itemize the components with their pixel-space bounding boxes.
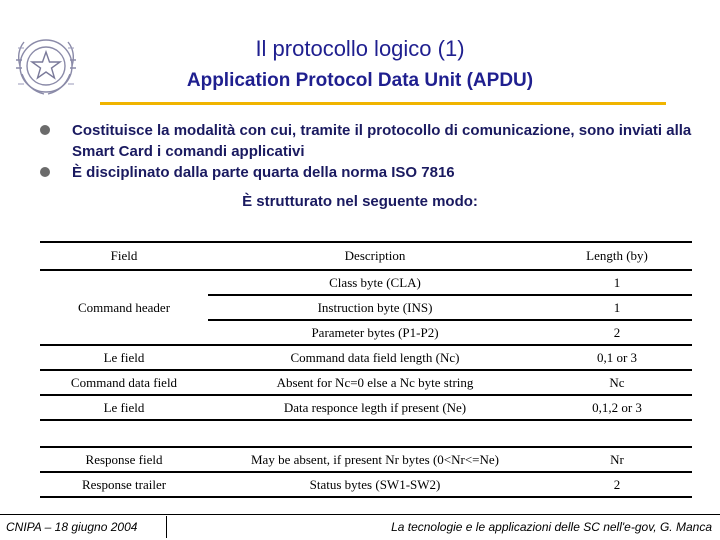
description-cell: Data responce legth if present (Ne) bbox=[208, 395, 542, 420]
description-cell: Absent for Nc=0 else a Nc byte string bbox=[208, 370, 542, 395]
apdu-command-table bbox=[40, 241, 692, 421]
length-cell: 0,1,2 or 3 bbox=[542, 395, 692, 420]
description-cell: May be absent, if present Nr bytes (0<Nr<=Ne) bbox=[208, 447, 542, 472]
length-cell: Nr bbox=[542, 447, 692, 472]
field-cell: Le field bbox=[40, 345, 208, 370]
table-header-row bbox=[40, 242, 692, 270]
length-cell: 1 bbox=[542, 295, 692, 320]
length-cell: Nc bbox=[542, 370, 692, 395]
bullet-item: Costituisce la modalità con cui, tramite il protocollo di comunicazione, sono inviati alla Smart Card i comandi applicativi bbox=[40, 120, 700, 162]
page-title: Il protocollo logico (1) bbox=[255, 36, 465, 61]
table-row bbox=[40, 472, 692, 497]
table-row bbox=[40, 370, 692, 395]
bullet-dot-icon bbox=[40, 167, 50, 177]
length-cell: 2 bbox=[542, 320, 692, 345]
page-subtitle: Application Protocol Data Unit (APDU) bbox=[186, 70, 534, 91]
length-cell: 1 bbox=[542, 270, 692, 295]
description-cell: Parameter bytes (P1-P2) bbox=[208, 320, 542, 345]
footer-date: CNIPA – 18 giugno 2004 bbox=[0, 516, 167, 538]
field-cell: Command data field bbox=[40, 370, 208, 395]
table-row bbox=[40, 395, 692, 420]
slide-footer bbox=[0, 514, 720, 539]
command-header-cell: Command header bbox=[40, 270, 208, 345]
description-cell: Command data field length (Nc) bbox=[208, 345, 542, 370]
table-row bbox=[40, 345, 692, 370]
field-cell: Response field bbox=[40, 447, 208, 472]
bullet-dot-icon bbox=[40, 125, 50, 135]
bullet-item: È disciplinato dalla parte quarta della norma ISO 7816 bbox=[40, 162, 700, 183]
length-cell: 0,1 or 3 bbox=[542, 345, 692, 370]
description-cell: Instruction byte (INS) bbox=[208, 295, 542, 320]
header-field: Field bbox=[40, 242, 208, 270]
header-length: Length (by) bbox=[542, 242, 692, 270]
length-cell: 2 bbox=[542, 472, 692, 497]
field-cell: Le field bbox=[40, 395, 208, 420]
footer-course-title: La tecnologie e le applicazioni delle SC nell'e-gov, G. Manca bbox=[391, 520, 712, 534]
bullet-list bbox=[40, 120, 700, 183]
description-cell: Status bytes (SW1-SW2) bbox=[208, 472, 542, 497]
title-divider bbox=[100, 102, 666, 105]
header-description: Description bbox=[208, 242, 542, 270]
description-cell: Class byte (CLA) bbox=[208, 270, 542, 295]
field-cell: Response trailer bbox=[40, 472, 208, 497]
table-row bbox=[40, 270, 692, 295]
table-row bbox=[40, 447, 692, 472]
structure-intro: È strutturato nel seguente modo: bbox=[242, 193, 478, 210]
apdu-response-table bbox=[40, 446, 692, 498]
